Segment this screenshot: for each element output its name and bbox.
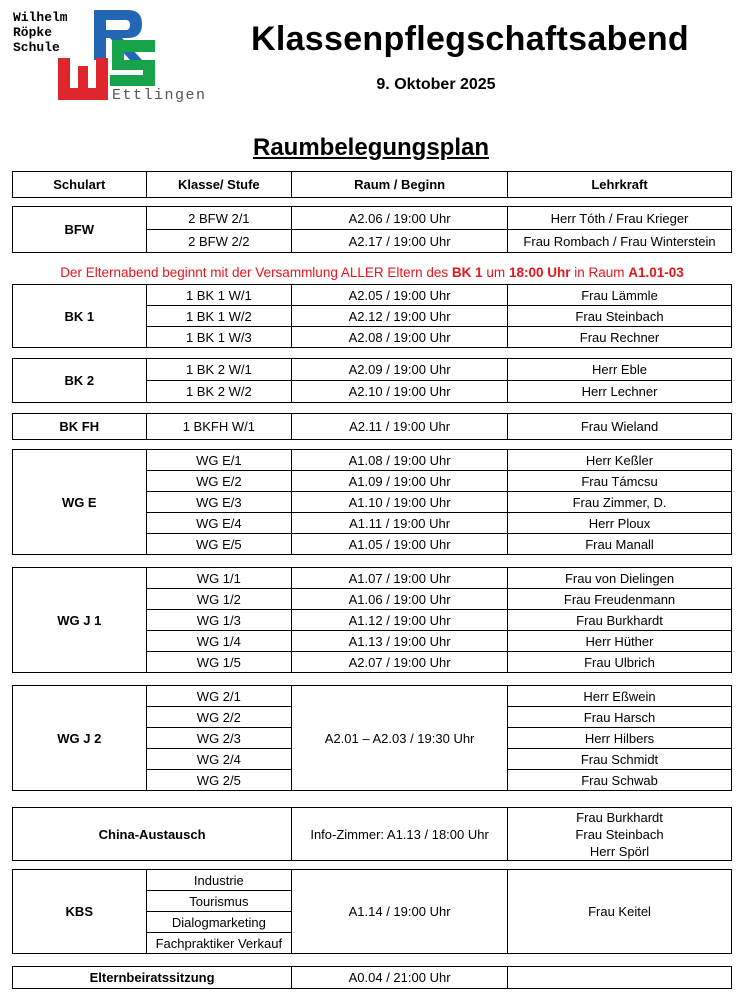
klasse-cell: WG E/2 — [146, 471, 292, 492]
raum-cell: A2.10 / 19:00 Uhr — [292, 381, 508, 403]
klasse-cell: WG E/1 — [146, 450, 292, 471]
klasse-cell: WG 1/2 — [146, 589, 292, 610]
raum-cell: A2.17 / 19:00 Uhr — [292, 230, 508, 253]
logo-city: Ettlingen — [112, 87, 207, 104]
klasse-cell: WG E/5 — [146, 534, 292, 555]
col-header-lehrkraft: Lehrkraft — [508, 172, 732, 198]
lehrkraft-cell: Herr Eßwein — [508, 686, 732, 707]
logo-word-3: Schule — [13, 40, 60, 55]
lehrkraft-cell: Frau Schmidt — [508, 749, 732, 770]
raum-cell: Info-Zimmer: A1.13 / 18:00 Uhr — [292, 808, 508, 861]
lehrkraft-cell: Herr Eble — [508, 359, 732, 381]
group-china — [12, 807, 732, 861]
raum-cell: A1.10 / 19:00 Uhr — [292, 492, 508, 513]
klasse-cell: WG E/3 — [146, 492, 292, 513]
raum-cell: A1.07 / 19:00 Uhr — [292, 568, 508, 589]
notice-text-1: Der Elternabend beginnt mit der Versammlung ALLER Eltern des — [60, 265, 452, 280]
group-kbs — [12, 869, 732, 954]
group-wgj1 — [12, 567, 732, 673]
lehrkraft-cell: Frau Rechner — [508, 327, 732, 348]
notice-text-3: in Raum — [570, 265, 629, 280]
raum-cell: A2.01 – A2.03 / 19:30 Uhr — [292, 686, 508, 791]
lehrkraft-cell: Frau Harsch — [508, 707, 732, 728]
klasse-cell: WG 2/4 — [146, 749, 292, 770]
lehrkraft-cell: Frau Manall — [508, 534, 732, 555]
logo-word-2: Röpke — [13, 25, 53, 40]
lehrkraft-line: Frau Burkhardt — [576, 809, 663, 825]
klasse-cell: WG 1/3 — [146, 610, 292, 631]
event-date: 9. Oktober 2025 — [376, 76, 496, 93]
lehrkraft-cell: Frau Keitel — [508, 870, 732, 954]
schulart-cell: China-Austausch — [13, 808, 292, 861]
klasse-cell: 1 BK 1 W/1 — [146, 285, 292, 306]
klasse-cell: Industrie — [146, 870, 292, 891]
group-bkfh — [12, 413, 732, 440]
lehrkraft-cell: Herr Tóth / Frau Krieger — [508, 207, 732, 230]
raum-cell: A1.11 / 19:00 Uhr — [292, 513, 508, 534]
klasse-cell: 2 BFW 2/1 — [146, 207, 292, 230]
raum-cell: A2.05 / 19:00 Uhr — [292, 285, 508, 306]
klasse-cell: WG 2/1 — [146, 686, 292, 707]
group-bk1 — [12, 284, 732, 348]
lehrkraft-cell: Frau Ulbrich — [508, 652, 732, 673]
klasse-cell: WG 1/1 — [146, 568, 292, 589]
col-header-raum: Raum / Beginn — [292, 172, 508, 198]
lehrkraft-cell: Frau Schwab — [508, 770, 732, 791]
raum-cell: A2.09 / 19:00 Uhr — [292, 359, 508, 381]
group-wge — [12, 449, 732, 555]
schulart-cell: WG J 1 — [13, 568, 147, 673]
school-logo — [12, 8, 217, 104]
logo-word-1: Wilhelm — [13, 10, 68, 25]
schulart-cell: WG E — [13, 450, 147, 555]
klasse-cell: WG 2/5 — [146, 770, 292, 791]
lehrkraft-line: Herr Spörl — [589, 843, 650, 859]
group-bk2 — [12, 358, 732, 403]
raum-cell: A1.05 / 19:00 Uhr — [292, 534, 508, 555]
lehrkraft-cell: Frau Lämmle — [508, 285, 732, 306]
klasse-cell: 2 BFW 2/2 — [146, 230, 292, 253]
schulart-cell: KBS — [13, 870, 147, 954]
lehrkraft-cell: Herr Keßler — [508, 450, 732, 471]
notice-bold-1: BK 1 — [451, 265, 483, 280]
raum-cell: A2.11 / 19:00 Uhr — [292, 414, 508, 440]
lehrkraft-cell: Frau Támcsu — [508, 471, 732, 492]
raum-cell: A2.07 / 19:00 Uhr — [292, 652, 508, 673]
raum-cell: A1.06 / 19:00 Uhr — [292, 589, 508, 610]
lehrkraft-cell: Frau Wieland — [508, 414, 732, 440]
logo-letter-s — [110, 40, 155, 86]
lehrkraft-cell: Frau Zimmer, D. — [508, 492, 732, 513]
klasse-cell: WG 1/4 — [146, 631, 292, 652]
logo-letter-w — [58, 58, 108, 100]
lehrkraft-cell: Frau Freudenmann — [508, 589, 732, 610]
lehrkraft-cell — [508, 808, 732, 861]
klasse-cell: WG 1/5 — [146, 652, 292, 673]
lehrkraft-cell: Frau Burkhardt — [508, 610, 732, 631]
col-header-schulart: Schulart — [13, 172, 147, 198]
schulart-cell: BK 1 — [13, 285, 147, 348]
klasse-cell: WG 2/2 — [146, 707, 292, 728]
group-bfw — [12, 206, 732, 253]
page-title: Klassenpflegschaftsabend — [251, 20, 689, 58]
klasse-cell: 1 BK 1 W/3 — [146, 327, 292, 348]
schulart-cell: WG J 2 — [13, 686, 147, 791]
schulart-cell: BFW — [13, 207, 147, 253]
klasse-cell: WG E/4 — [146, 513, 292, 534]
raum-cell: A1.12 / 19:00 Uhr — [292, 610, 508, 631]
schulart-cell: Elternbeiratssitzung — [13, 967, 292, 989]
klasse-cell: WG 2/3 — [146, 728, 292, 749]
klasse-cell: Tourismus — [146, 891, 292, 912]
klasse-cell: 1 BK 1 W/2 — [146, 306, 292, 327]
lehrkraft-cell: Herr Ploux — [508, 513, 732, 534]
klasse-cell: Fachpraktiker Verkauf — [146, 933, 292, 954]
lehrkraft-cell — [508, 967, 732, 989]
raum-cell: A0.04 / 21:00 Uhr — [292, 967, 508, 989]
lehrkraft-cell: Herr Hüther — [508, 631, 732, 652]
schulart-cell: BK FH — [13, 414, 147, 440]
group-elternbeirat — [12, 966, 732, 989]
klasse-cell: Dialogmarketing — [146, 912, 292, 933]
lehrkraft-cell: Frau von Dielingen — [508, 568, 732, 589]
notice-text-2: um — [482, 265, 509, 280]
notice-bold-3: A1.01-03 — [628, 265, 684, 280]
lehrkraft-line: Frau Steinbach — [575, 826, 664, 842]
lehrkraft-cell: Herr Hilbers — [508, 728, 732, 749]
klasse-cell: 1 BK 2 W/2 — [146, 381, 292, 403]
bk1-notice — [12, 262, 732, 284]
lehrkraft-cell: Frau Rombach / Frau Winterstein — [508, 230, 732, 253]
group-wgj2 — [12, 685, 732, 791]
raum-cell: A1.14 / 19:00 Uhr — [292, 870, 508, 954]
raum-cell: A1.13 / 19:00 Uhr — [292, 631, 508, 652]
lehrkraft-cell: Herr Lechner — [508, 381, 732, 403]
col-header-klasse: Klasse/ Stufe — [146, 172, 292, 198]
klasse-cell: 1 BK 2 W/1 — [146, 359, 292, 381]
plan-title: Raumbelegungsplan — [252, 134, 490, 161]
raum-cell: A2.08 / 19:00 Uhr — [292, 327, 508, 348]
raum-cell: A1.08 / 19:00 Uhr — [292, 450, 508, 471]
raum-cell: A2.06 / 19:00 Uhr — [292, 207, 508, 230]
klasse-cell: 1 BKFH W/1 — [146, 414, 292, 440]
schulart-cell: BK 2 — [13, 359, 147, 403]
notice-bold-2: 18:00 Uhr — [508, 265, 571, 280]
raum-cell: A1.09 / 19:00 Uhr — [292, 471, 508, 492]
lehrkraft-cell: Frau Steinbach — [508, 306, 732, 327]
header-table — [12, 171, 732, 198]
raum-cell: A2.12 / 19:00 Uhr — [292, 306, 508, 327]
